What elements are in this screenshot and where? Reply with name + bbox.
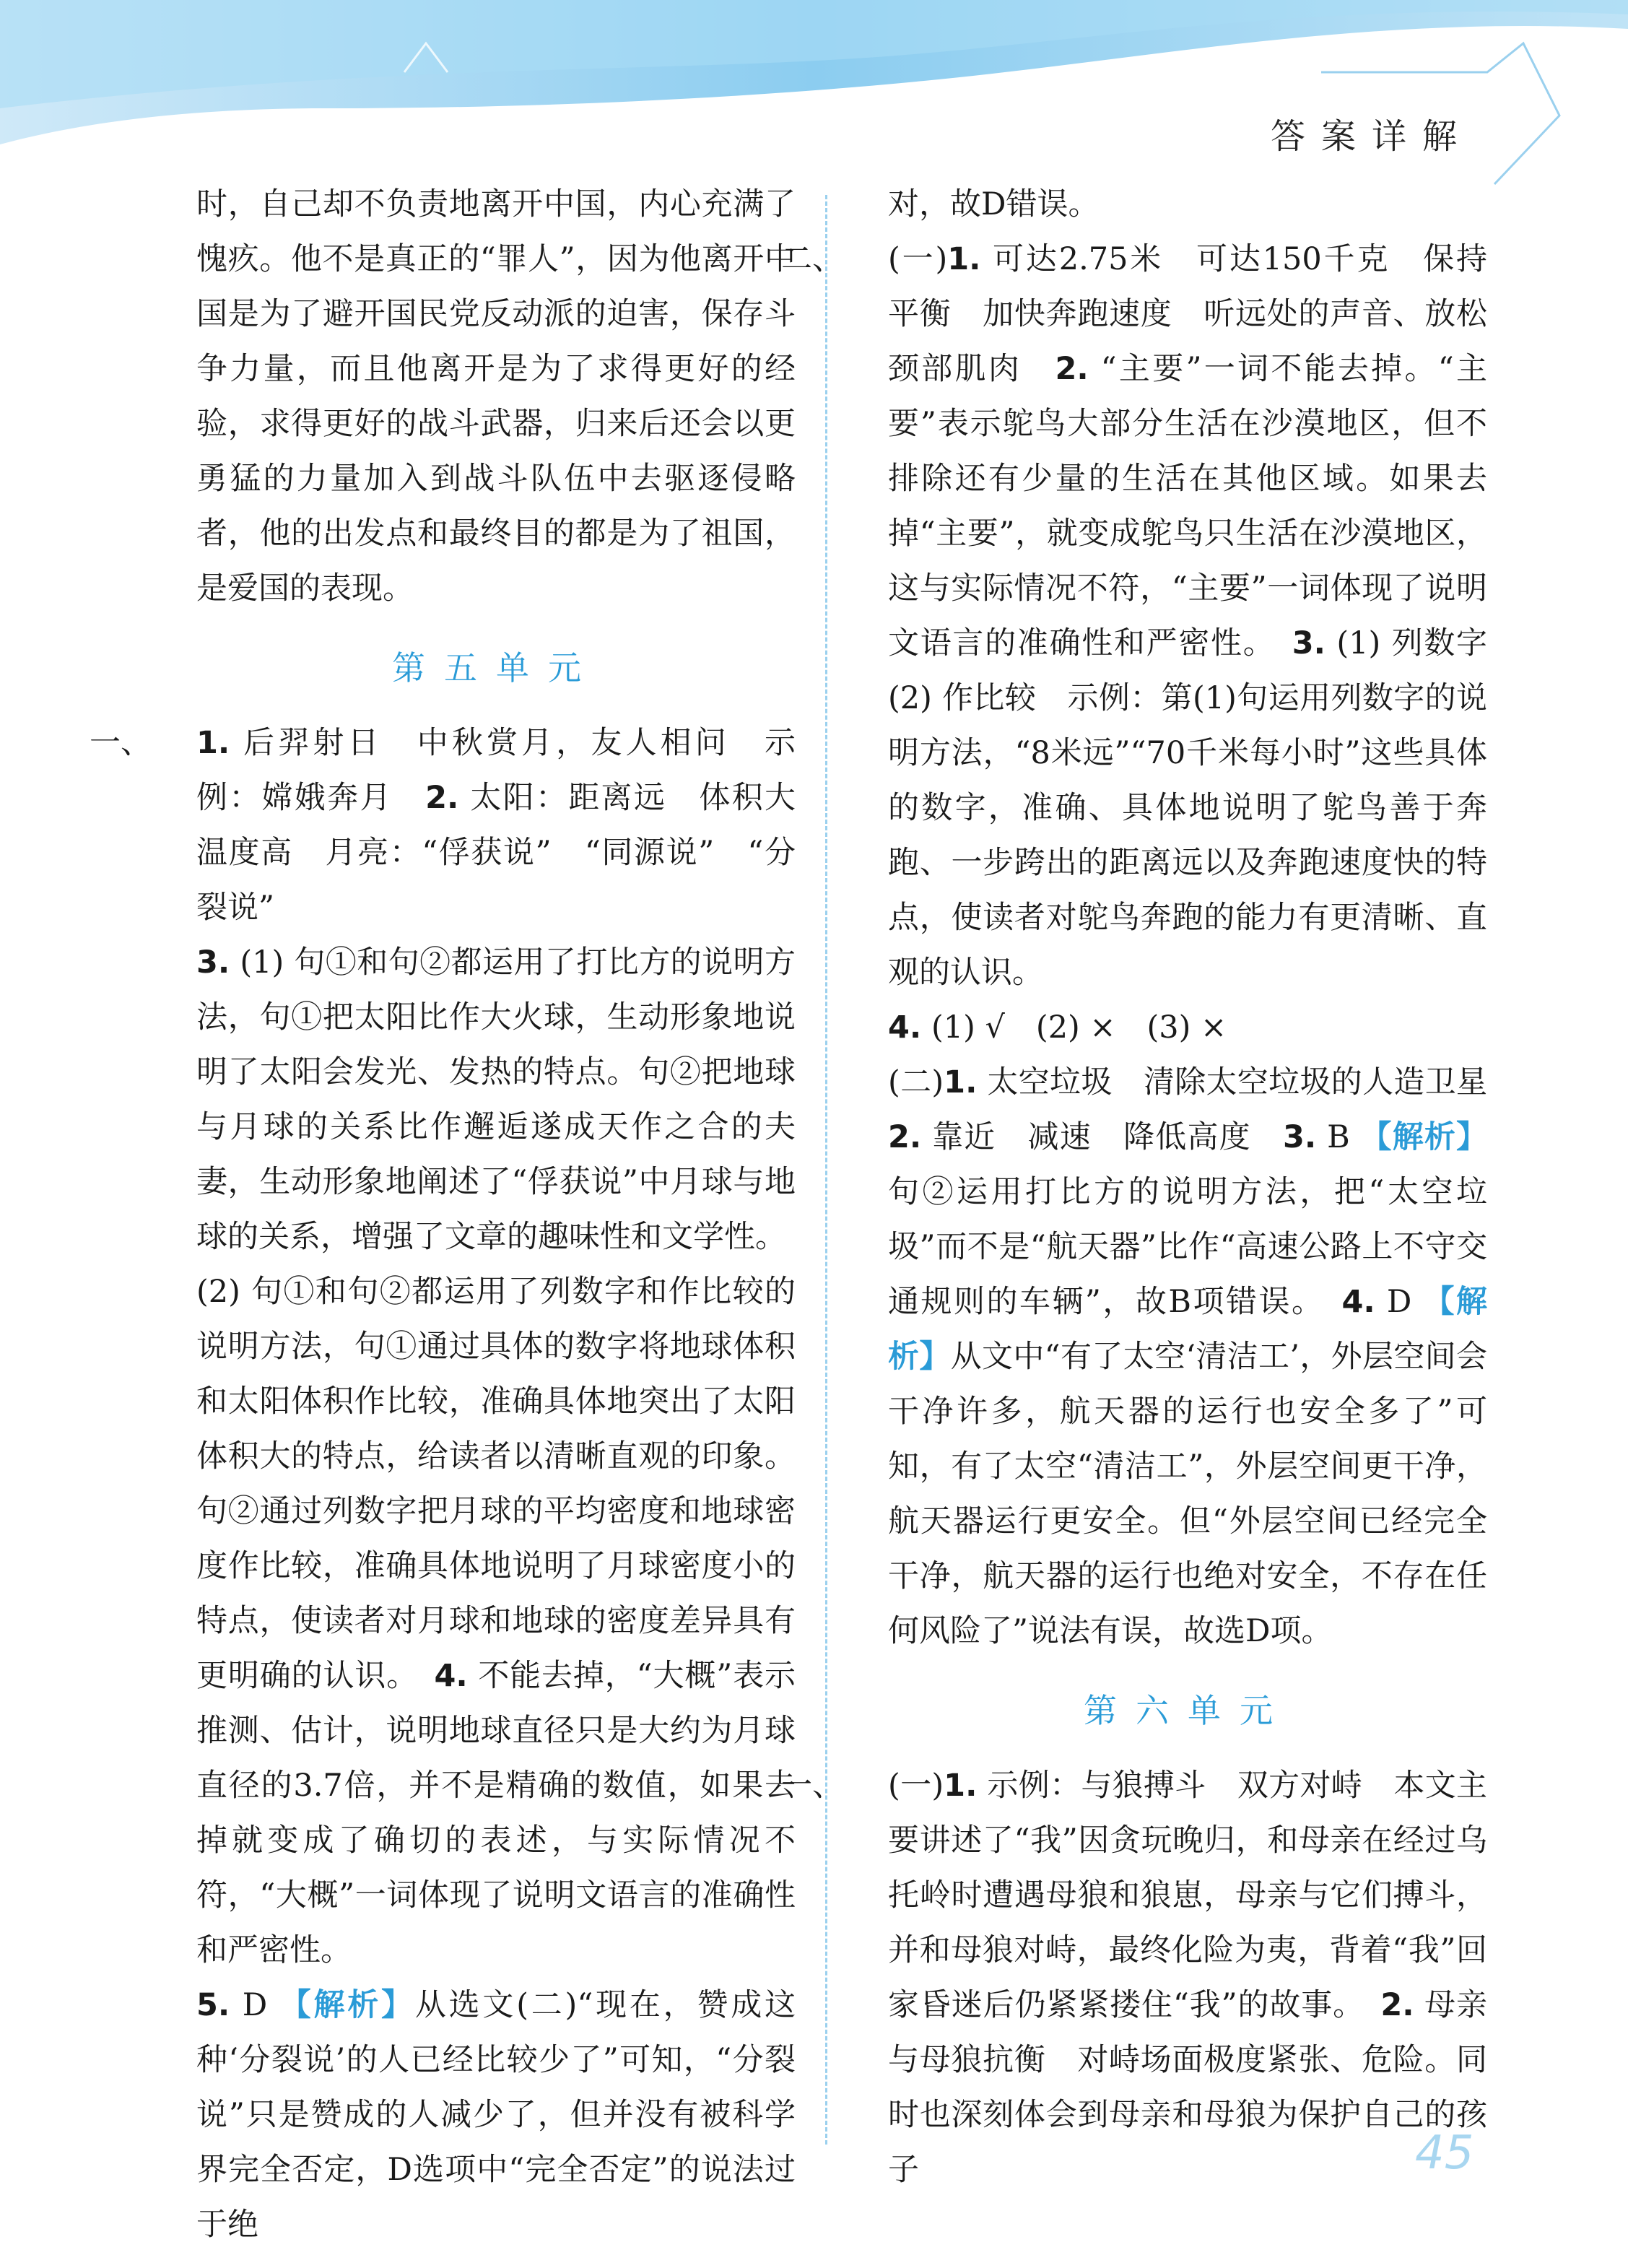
b3-choice: B	[1327, 1119, 1350, 1155]
b4-analysis: 从文中“有了太空‘清洁工’，外层空间会干净许多，航天器的运行也安全多了”可知，有了太空“清洁工”，外层空间更干净，航天器运行更安全。但“外层空间已经完全干净，航天器的运行也绝对安全，不存在任何风险了”说法有误，故选D项。	[888, 1339, 1487, 1649]
u6-q1-number: 1.	[944, 1768, 978, 1804]
q2-answer: 太阳：距离远 体积大 温度高 月亮：“俘获说” “同源说” “分裂说”	[196, 780, 827, 926]
q3-number: 3.	[1292, 625, 1326, 661]
b4-choice: D	[1386, 1284, 1412, 1320]
subsection-label: (一)	[888, 241, 948, 277]
q3-answer-1: (1) 句①和句②都运用了打比方的说明方法，句①把太阳比作大火球，生动形象地说明了太阳会发光、发热的特点。句②把地球与月球的关系比作邂逅遂成天作之合的夫妻，生动形象地阐述了“俘获说”中月球与地球的关系，增强了文章的趣味性和文学性。	[196, 944, 796, 1255]
continued-text: 对，故D错误。	[888, 186, 1100, 222]
q1-answer: 后羿射日 中秋赏月，友人相问 示例：嫦娥奔月	[196, 725, 796, 816]
answer-unit6-part1	[781, 1758, 1488, 2197]
analysis-tag: 【解析】	[888, 1284, 1488, 1375]
q2-answer: “主要”一词不能去掉。“主要”表示鸵鸟大部分生活在沙漠地区，但不排除还有少量的生活在其他区域。如果去掉“主要”，就变成鸵鸟只生活在沙漠地区，这与实际情况不符，“主要”一词体现了说明文语言的准确性和严密性。	[888, 351, 1488, 661]
intro-paragraph: 时，自己却不负责地离开中国，内心充满了愧疚。他不是真正的“罪人”，因为他离开中国是为了避开国民党反动派的迫害，保存斗争力量，而且他离开是为了求得更好的经验，求得更好的战斗武器，归来后还会以更勇猛的力量加入到战斗队伍中去驱逐侵略者，他的出发点和最终目的都是为了祖国，是爱国的表现。	[196, 186, 796, 607]
column-divider	[825, 195, 827, 2145]
b2-number: 2.	[888, 1119, 922, 1155]
subsection-label: (一)	[888, 1768, 944, 1804]
q2-number: 2.	[425, 780, 459, 816]
q5-number: 5.	[196, 1987, 230, 2023]
u6-q2-number: 2.	[1380, 1987, 1414, 2023]
answer-q1-q2	[90, 716, 827, 935]
answer-part2-sub2	[888, 1055, 1487, 1659]
right-column	[781, 177, 1519, 2197]
subsection-label: (二)	[888, 1064, 944, 1100]
b1-answer: 太空垃圾 清除太空垃圾的人造卫星	[987, 1064, 1488, 1100]
page-number: 45	[1415, 2126, 1474, 2180]
q1-number: 1.	[947, 241, 981, 277]
q4-answer: 不能去掉，“大概”表示推测、估计，说明地球直径只是大约为月球直径的3.7倍，并不是精确的数值，如果去掉就变成了确切的表述，与实际情况不符，“大概”一词体现了说明文语言的准确性和严密性。	[196, 1658, 796, 1968]
section-label: 二、	[781, 241, 843, 277]
u6-q2-answer: 母亲与母狼抗衡 对峙场面极度紧张、危险。同时也深刻体会到母亲和母狼为保护自己的孩子	[888, 1987, 1488, 2188]
b3-number: 3.	[1282, 1119, 1317, 1155]
analysis-tag: 【解析】	[1360, 1119, 1488, 1155]
q3-answer-2: (2) 句①和句②都运用了列数字和作比较的说明方法，句①通过具体的数字将地球体积和太阳体积作比较，准确具体地突出了太阳体积大的特点，给读者以清晰直观的印象。句②通过列数字把月球的平均密度和地球密度作比较，准确具体地说明了月球密度小的特点，使读者对月球和地球的密度差异具有更明确的认识。	[196, 1274, 796, 1694]
unit-five-title: 第五单元	[392, 648, 600, 687]
q5-analysis: 从选文(二)“现在，赞成这种‘分裂说’的人已经比较少了”可知，“分裂说”只是赞成的人减少了，但并没有被科学界完全否定，D选项中“完全否定”的说法过于绝	[196, 1987, 796, 2243]
q1-answer: 可达2.75米 可达150千克 保持平衡 加快奔跑速度 听远处的声音、放松颈部肌肉	[888, 241, 1487, 387]
unit-six-title: 第六单元	[1084, 1691, 1292, 1730]
u6-q1-answer: 示例：与狼搏斗 双方对峙 本文主要讲述了“我”因贪玩晚归，和母亲在经过乌托岭时遭遇母狼和狼崽，母亲与它们搏斗，并和母狼对峙，最终化险为夷，背着“我”回家昏迷后仍紧紧搂住“我”的故事。	[888, 1768, 1488, 2023]
left-column	[90, 177, 827, 2252]
b2-answer: 靠近 减速 降低高度	[932, 1119, 1251, 1155]
answer-q3-part1	[196, 935, 796, 1264]
header-wave-decoration	[0, 0, 1628, 202]
answer-part2-sub1	[781, 232, 1519, 1000]
q1-number: 1.	[196, 725, 230, 761]
header-title: 答案详解	[1271, 116, 1474, 157]
q5-choice: D	[242, 1987, 268, 2023]
analysis-tag: 【解析】	[279, 1987, 415, 2023]
b4-number: 4.	[1341, 1284, 1375, 1320]
q2-number: 2.	[1055, 351, 1089, 387]
section-label: 一、	[90, 725, 152, 761]
q4-number: 4.	[434, 1658, 468, 1694]
q4-number: 4.	[888, 1009, 922, 1046]
b3-analysis: 句②运用打比方的说明方法，把“太空垃圾”而不是“航天器”比作“高速公路上不守交通规则的车辆”，故B项错误。	[888, 1174, 1487, 1320]
answer-q3-part2	[196, 1264, 796, 1978]
q3-answer: (1) 列数字 (2) 作比较 示例：第(1)句运用列数字的说明方法，“8米远”“70千米每小时”这些具体的数字，准确、具体地说明了鸵鸟善于奔跑、一步跨出的距离远以及奔跑速度快的特点，使读者对鸵鸟奔跑的能力有更清晰、直观的认识。	[888, 625, 1519, 991]
b1-number: 1.	[944, 1064, 978, 1100]
answer-q4	[888, 1000, 1487, 1055]
answer-q5	[196, 1978, 796, 2252]
section-label: 一、	[781, 1768, 843, 1804]
q4-answer: (1) √ (2) × (3) ×	[931, 1009, 1227, 1046]
q3-number: 3.	[196, 944, 230, 981]
